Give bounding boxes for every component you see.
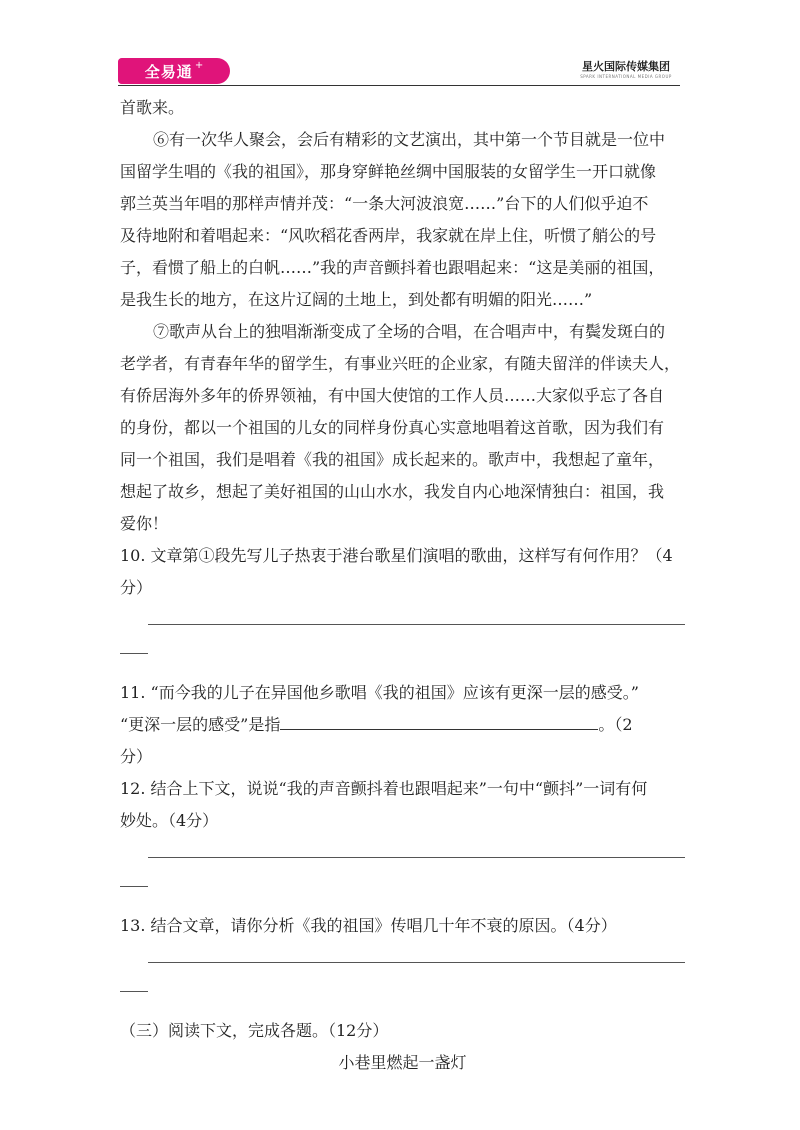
answer-line-q13[interactable] bbox=[120, 942, 685, 987]
question-10: 10. 文章第①段先写儿子热衷于港台歌星们演唱的歌曲，这样写有何作用？（4 bbox=[120, 546, 673, 565]
question-11-score: 。（2 bbox=[598, 715, 633, 734]
passage-line: 是我生长的地方，在这片辽阔的土地上，到处都有明媚的阳光……” bbox=[120, 290, 593, 309]
answer-blank-q11[interactable] bbox=[280, 711, 598, 730]
passage-line: 想起了故乡，想起了美好祖国的山山水水，我发自内心地深情独白：祖国，我 bbox=[120, 482, 665, 501]
question-13: 13. 结合文章，请你分析《我的祖国》传唱几十年不衰的原因。（4分） bbox=[120, 916, 617, 935]
passage-line: 同一个祖国，我们是唱着《我的祖国》成长起来的。歌声中，我想起了童年， bbox=[120, 450, 665, 469]
question-11-prompt: “更深一层的感受”是指 bbox=[120, 715, 281, 734]
publisher-name-en: SPARK INTERNATIONAL MEDIA GROUP bbox=[580, 74, 672, 79]
section-heading: （三）阅读下文，完成各题。（12分） bbox=[120, 1021, 389, 1040]
answer-line-q13-end bbox=[120, 987, 685, 1015]
question-11-cont: 分） bbox=[120, 747, 153, 766]
header-divider bbox=[118, 85, 680, 86]
question-11-cont bbox=[120, 709, 685, 741]
question-10-cont: 分） bbox=[120, 578, 153, 597]
passage-line: ⑥有一次华人聚会，会后有精彩的文艺演出，其中第一个节目就是一位中 bbox=[153, 130, 666, 149]
logo bbox=[118, 58, 230, 84]
question-11: 11. “而今我的儿子在异国他乡歌唱《我的祖国》应该有更深一层的感受。” bbox=[120, 683, 639, 702]
passage-line: ⑦歌声从台上的独唱渐渐变成了全场的合唱，在合唱声中，有鬓发斑白的 bbox=[153, 322, 666, 341]
question-12-cont: 妙处。（4分） bbox=[120, 811, 219, 830]
passage-line: 国留学生唱的《我的祖国》，那身穿鲜艳丝绸中国服装的女留学生一开口就像 bbox=[120, 162, 657, 181]
passage-line: 爱你！ bbox=[120, 514, 169, 533]
passage-line: 郭兰英当年唱的那样声情并茂：“一条大河波浪宽……”台下的人们似乎迫不 bbox=[120, 194, 649, 213]
logo-plus: + bbox=[194, 59, 204, 71]
passage-line: 的身份，都以一个祖国的儿女的同样身份真心实意地唱着这首歌，因为我们有 bbox=[120, 418, 665, 437]
publisher-name: 星火国际传媒集团 bbox=[582, 60, 670, 73]
answer-line-q10-end bbox=[120, 649, 685, 677]
answer-line-q12[interactable] bbox=[120, 837, 685, 882]
passage-line: 有侨居海外多年的侨界领袖，有中国大使馆的工作人员……大家似乎忘了各自 bbox=[120, 386, 665, 405]
publisher-brand bbox=[570, 60, 682, 80]
article-title: 小巷里燃起一盏灯 bbox=[338, 1053, 467, 1072]
passage-line: 子，看惯了船上的白帆……”我的声音颤抖着也跟唱起来：“这是美丽的祖国， bbox=[120, 258, 665, 277]
answer-line-q12-end bbox=[120, 882, 685, 910]
passage-line: 首歌来。 bbox=[120, 98, 185, 117]
page-content bbox=[120, 92, 685, 1079]
page-header bbox=[0, 0, 800, 92]
question-12: 12. 结合上下文，说说“我的声音颤抖着也跟唱起来”一句中“颤抖”一词有何 bbox=[120, 779, 648, 798]
answer-line-q10[interactable] bbox=[120, 604, 685, 649]
passage-line: 及待地附和着唱起来：“风吹稻花香两岸，我家就在岸上住，听惯了艄公的号 bbox=[120, 226, 657, 245]
logo-text: 全易通 bbox=[144, 62, 193, 81]
passage-line: 老学者，有青春年华的留学生，有事业兴旺的企业家，有随夫留洋的伴读夫人， bbox=[120, 354, 681, 373]
